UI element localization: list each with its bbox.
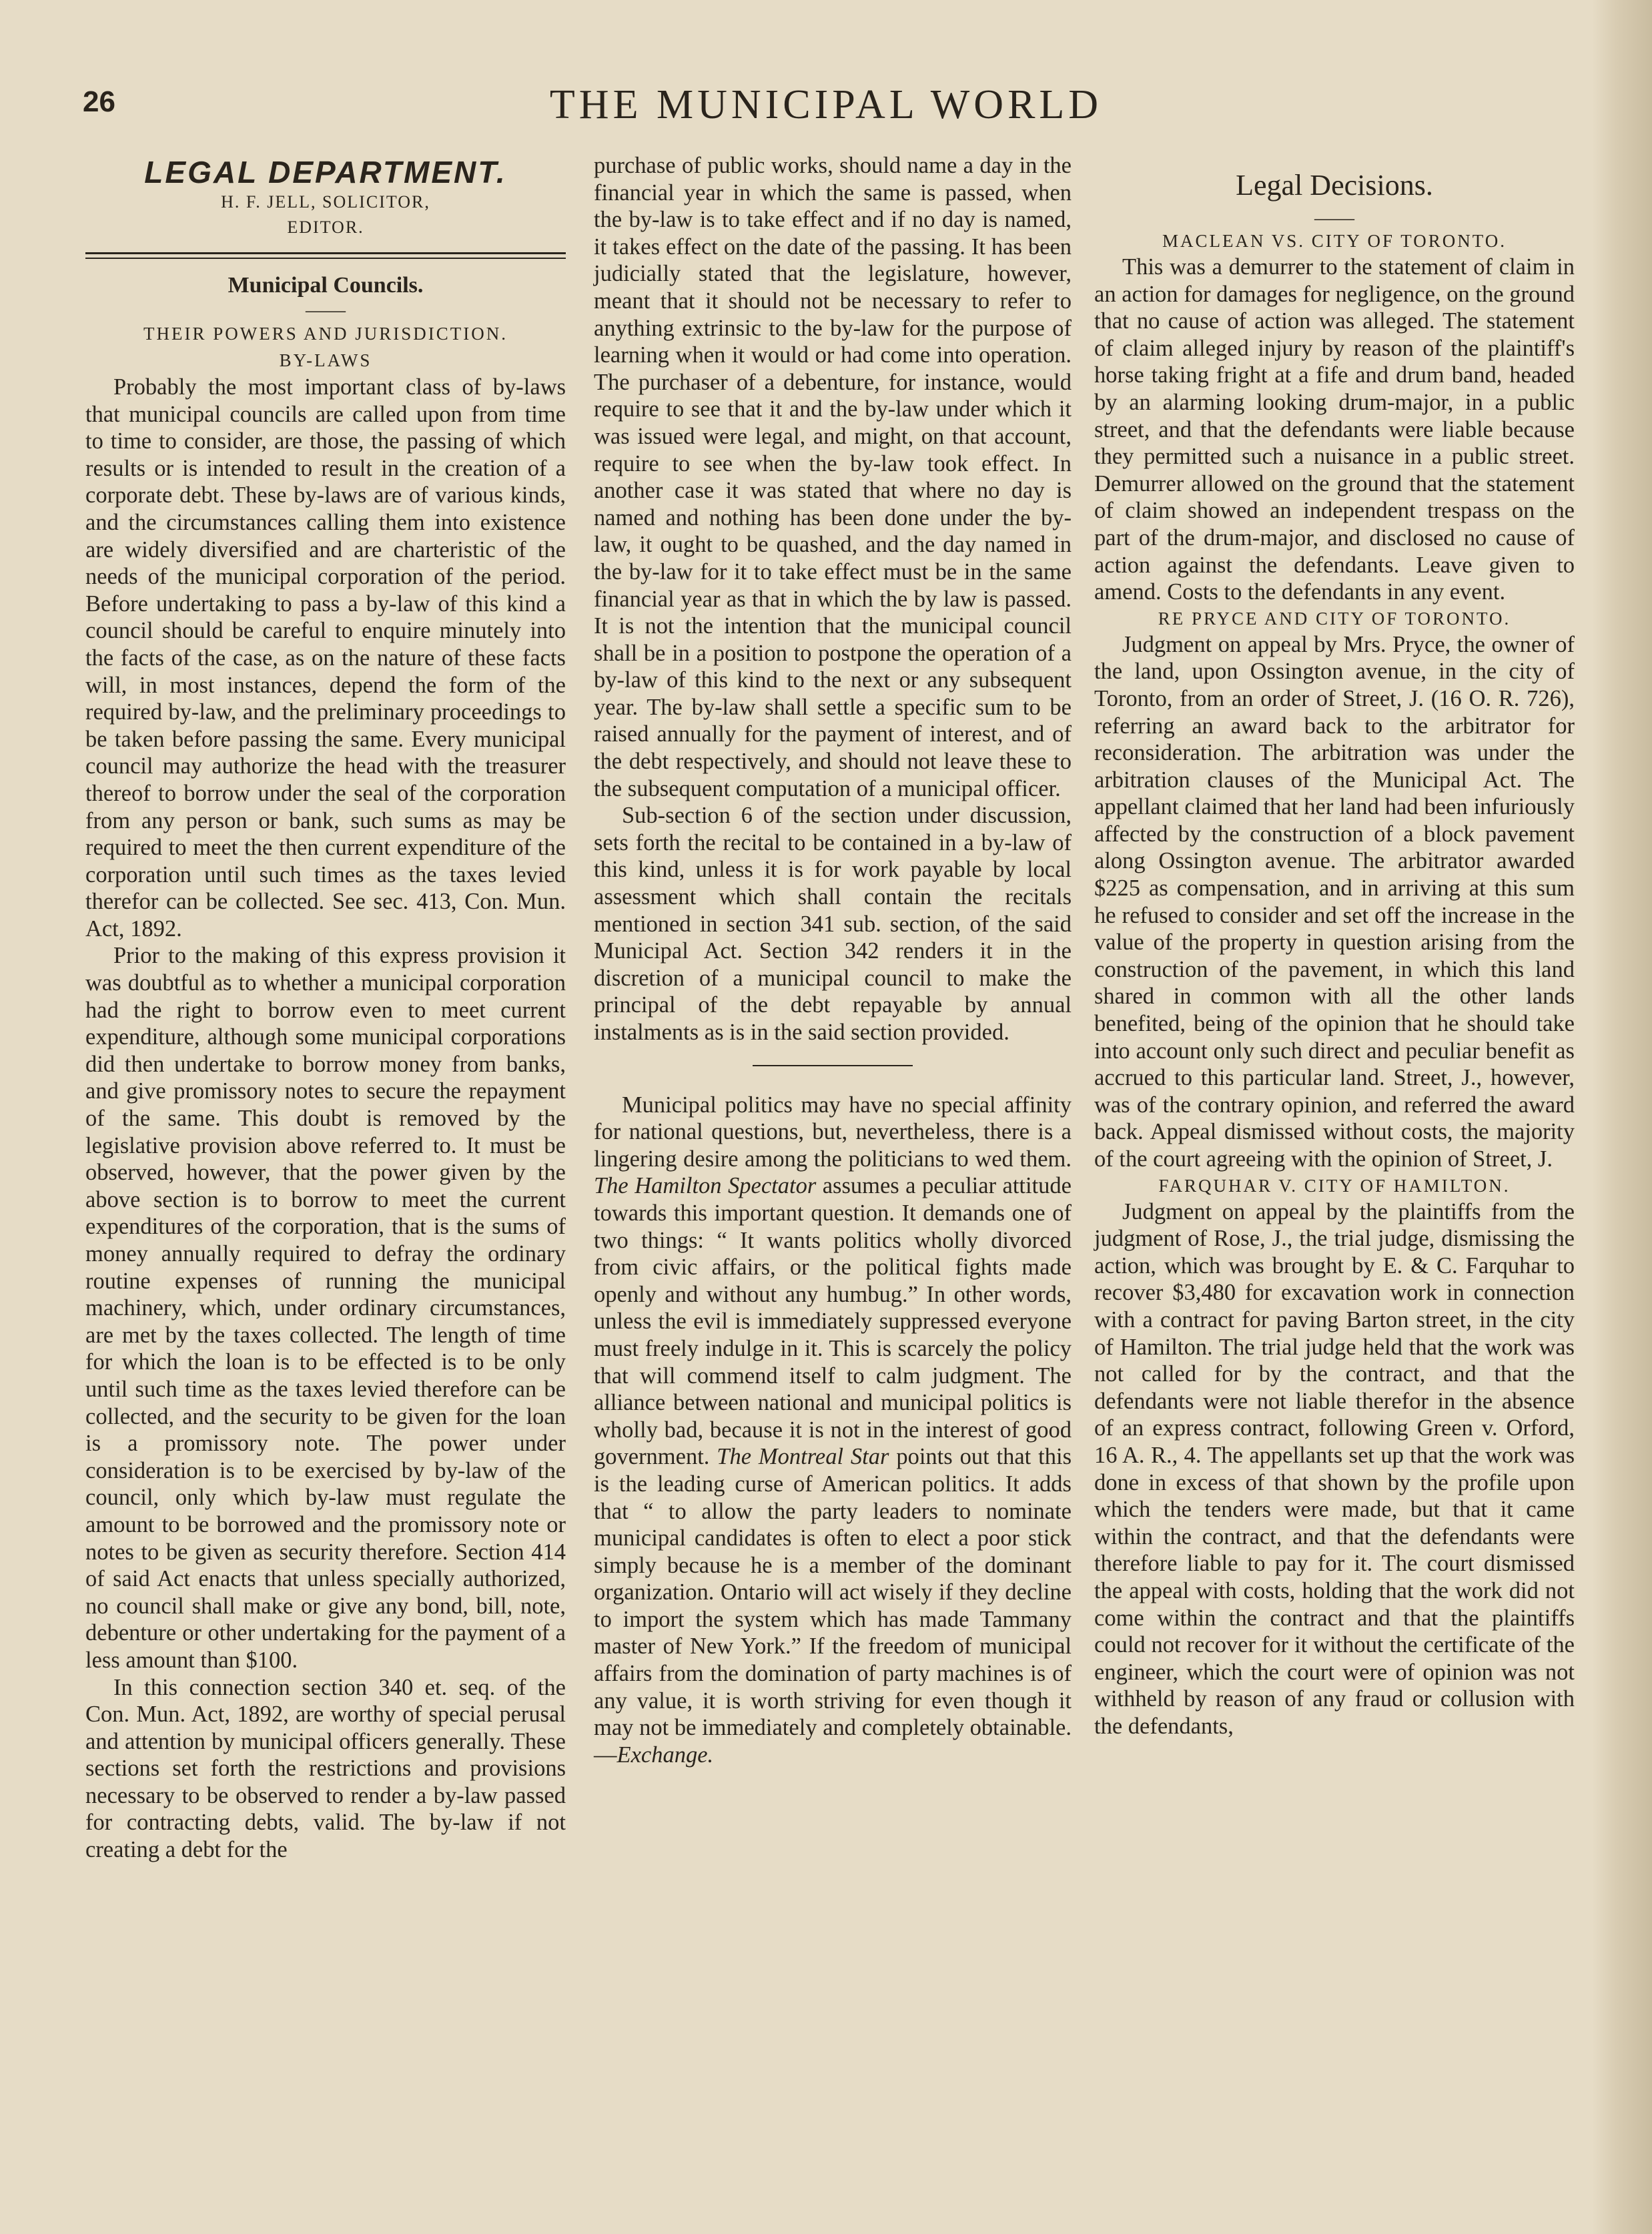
text-run: assumes a peculiar attitude towards this important question. It demands one of two things: “ It wants politics wholly divorced from civic affairs, or the political fights made openly and without any humbug.” In other words, unless the evil is immediately suppressed everyone must freely indulge in it. This is scarcely the policy that will commend itself to calm judgment. The alliance between national and municipal politics is wholly bad, because it is not in the interest of good government. [594, 1173, 1072, 1470]
article-paragraph: In this connection section 340 et. seq. of the Con. Mun. Act, 1892, are worthy of special perusal and attention by municipal officers generally. These sections set forth the restrictions and provisions necessary to be observed to render a by-law passed for contracting debts, valid. The by-law if not creating a debt for the [85, 1674, 566, 1863]
source-credit: Exchange. [616, 1742, 714, 1768]
case-title: FARQUHAR V. CITY OF HAMILTON. [1158, 1175, 1511, 1196]
article-paragraph: Probably the most important class of by-laws that municipal councils are called upon from time to time to consider, are those, the passing of which results or is intended to result in the creation of a corporate debt. These by-laws are of various kinds, and the circumstances calling them into existence are widely diversified and are charteristic of the needs of the municipal corporation of the period. Before undertaking to pass a by-law of this kind a council should be careful to enquire minutely into the facts of the case, as on the nature of these facts will, in most instances, depend the form of the required by-law, and the preliminary proceedings to be taken before passing the same. Every municipal council may authorize the head with the treasurer thereof to borrow under the seal of the corporation from any person or bank, such sums as may be required to meet the then current expenditure of the corporation until such times as the taxes levied therefor can be collected. See sec. 413, Con. Mun. Act, 1892. [85, 374, 566, 942]
editor-line-1: H. F. JELL, SOLICITOR, [221, 192, 430, 212]
section-rule [753, 1065, 913, 1066]
department-heading: LEGAL DEPARTMENT. [144, 155, 507, 190]
dash-separator: —— [306, 299, 346, 321]
subheading-powers: THEIR POWERS AND JURISDICTION. [143, 324, 508, 344]
case-text: Judgment on appeal by the plaintiffs from the judgment of Rose, J., the trial judge, dismissing the action, which was brought by E. & C. Farquhar to recover $3,480 for excavation work in connection with a contract for paving Barton street, in the city of Hamilton. The trial judge held that the work was not called for by the contract, and that the defendants were not liable therefor in the absence of an express contract, following Green v. Orford, 16 A. R., 4. The appellants set up that the work was done in excess of that shown by the profile upon which the tenders were made, but that it came within the contract, and that the defendants were therefore liable to pay for it. The court dismissed the appeal with costs, holding that the work did not come within the contract and that the plaintiffs could not recover for it without the certificate of the engineer, which the court were of opinion was not withheld by reason of any fraud or collusion with the defendants, [1094, 1198, 1575, 1739]
column-middle [594, 152, 1072, 1768]
case-title: RE PRYCE AND CITY OF TORONTO. [1158, 608, 1511, 629]
section-title: Municipal Councils. [228, 273, 424, 298]
case-text: Judgment on appeal by Mrs. Pryce, the owner of the land, upon Ossington avenue, in the city of Toronto, from an order of Street, J. (16 O. R. 726), referring an award back to the arbitrator for reconsideration. The arbitration was under the arbitration clauses of the Municipal Act. The appellant claimed that her land had been infuriously affected by the construction of a block pavement along Ossington avenue. The arbitrator awarded $225 as compensation, and in arriving at this sum he refused to consider and set off the increase in the value of the property in question arising from the construction of the pavement, in which this land shared in common with all the other lands benefited, being of the opinion that he should take into account only such direct and peculiar benefit as accrued to this particular land. Street, J., however, was of the contrary opinion, and referred the award back. Appeal dismissed without costs, the majority of the court agreeing with the opinion of Street, J. [1094, 631, 1575, 1172]
text-run: points out that this is the leading curse of American politics. It adds that “ to allow the party leaders to nominate municipal candidates is often to elect a poor stick simply because he is a member of the dominant organization. Ontario will act wisely if they decline to import the system which has made Tammany master of New York.” If the freedom of municipal affairs from the domination of party machines is of any value, it is worth striving for even though it may not be immediately and completely obtainable.— [594, 1444, 1072, 1768]
text-run: Municipal politics may have no special affinity for national questions, but, nevertheless, there is a lingering desire among the politicians to wed them. [594, 1092, 1072, 1172]
running-title: THE MUNICIPAL WORLD [549, 82, 1103, 127]
case-title: MACLEAN VS. CITY OF TORONTO. [1162, 231, 1507, 251]
double-rule-divider [85, 252, 566, 259]
dash-separator: —— [1314, 207, 1354, 229]
article-paragraph: Prior to the making of this express provision it was doubtful as to whether a municipal corporation had the right to borrow even to meet current expenditure, although some municipal corporations did then undertake to borrow money from banks, and give promissory notes to secure the repayment of the same. This doubt is removed by the legislative provision above referred to. It must be observed, however, that the power given by the above section is to borrow to meet the current expenditures of the corporation, that is the sums of money annually required to defray the ordinary routine expenses of running the municipal machinery, which, under ordinary circumstances, are met by the taxes collected. The length of time for which the loan is to be effected is to be only until such time as the taxes levied therefore can be collected, and the security to be given for the loan is a promissory note. The power under consideration is to be exercised by by-law of the council, only which by-law must regulate the amount to be borrowed and the promissory note or notes to be given as security therefore. Section 414 of said Act enacts that unless specially authorized, no council shall make or give any bond, bill, note, debenture or other undertaking for the payment of a less amount than $100. [85, 943, 566, 1673]
article-paragraph: purchase of public works, should name a day in the financial year in which the same is passed, when the by-law is to take effect and if no day is named, it takes effect on the date of the passing. It has been judicially stated that the legislature, however, meant that it should not be necessary to refer to anything extrinsic to the by-law for the purpose of learning when it would or had come into operation. The purchaser of a debenture, for instance, would require to see that it and the by-law under which it was issued were legal, and might, on that account, require to see when the by-law took effect. In another case it was stated that where no day is named and nothing has been done under the by-law, it ought to be quashed, and the day named in the by-law for it to take effect must be in the same financial year as that in which the by law is passed. It is not the intention that the municipal council shall be in a position to postpone the operation of a by-law of this kind to the next or any subsequent year. The by-law shall settle a specific sum to be raised annually for the payment of interest, and of the debt respectively, and should not leave these to the subsequent computation of a municipal officer. [594, 153, 1072, 801]
subheading-bylaws: BY-LAWS [279, 350, 372, 370]
publication-name: The Montreal Star [717, 1444, 889, 1470]
column-right [1094, 152, 1575, 1740]
article-paragraph: Sub-section 6 of the section under discussion, sets forth the recital to be contained in a by-law of this kind, unless it is for work payable by local assessment which shall contain the recitals mentioned in section 341 sub. section, of the said Municipal Act. Section 342 renders it in the discretion of a municipal council to make the principal of the debt repayable by annual instalments as is in the said section provided. [594, 803, 1072, 1045]
page-number: 26 [83, 85, 115, 118]
case-text: This was a demurrer to the statement of claim in an action for damages for negligence, on the ground that no cause of action was alleged. The statement of claim alleged injury by reason of the plaintiff's horse taking fright at a fife and drum band, headed by an alarming looking drum-major, in a public street, and that the defendants were liable because they permitted such a nuisance in a public street. Demurrer allowed on the ground that the statement of claim showed an independent trespass on the part of the drum-major, and disclosed no cause of action against the defendants. Leave given to amend. Costs to the defendants in any event. [1094, 254, 1575, 605]
article-paragraph-politics [594, 1092, 1072, 1769]
publication-name: The Hamilton Spectator [594, 1173, 817, 1199]
legal-decisions-heading: Legal Decisions. [1236, 169, 1433, 202]
page-edge [1592, 0, 1652, 2234]
editor-line-2: EDITOR. [287, 218, 364, 237]
column-left [85, 152, 566, 1864]
